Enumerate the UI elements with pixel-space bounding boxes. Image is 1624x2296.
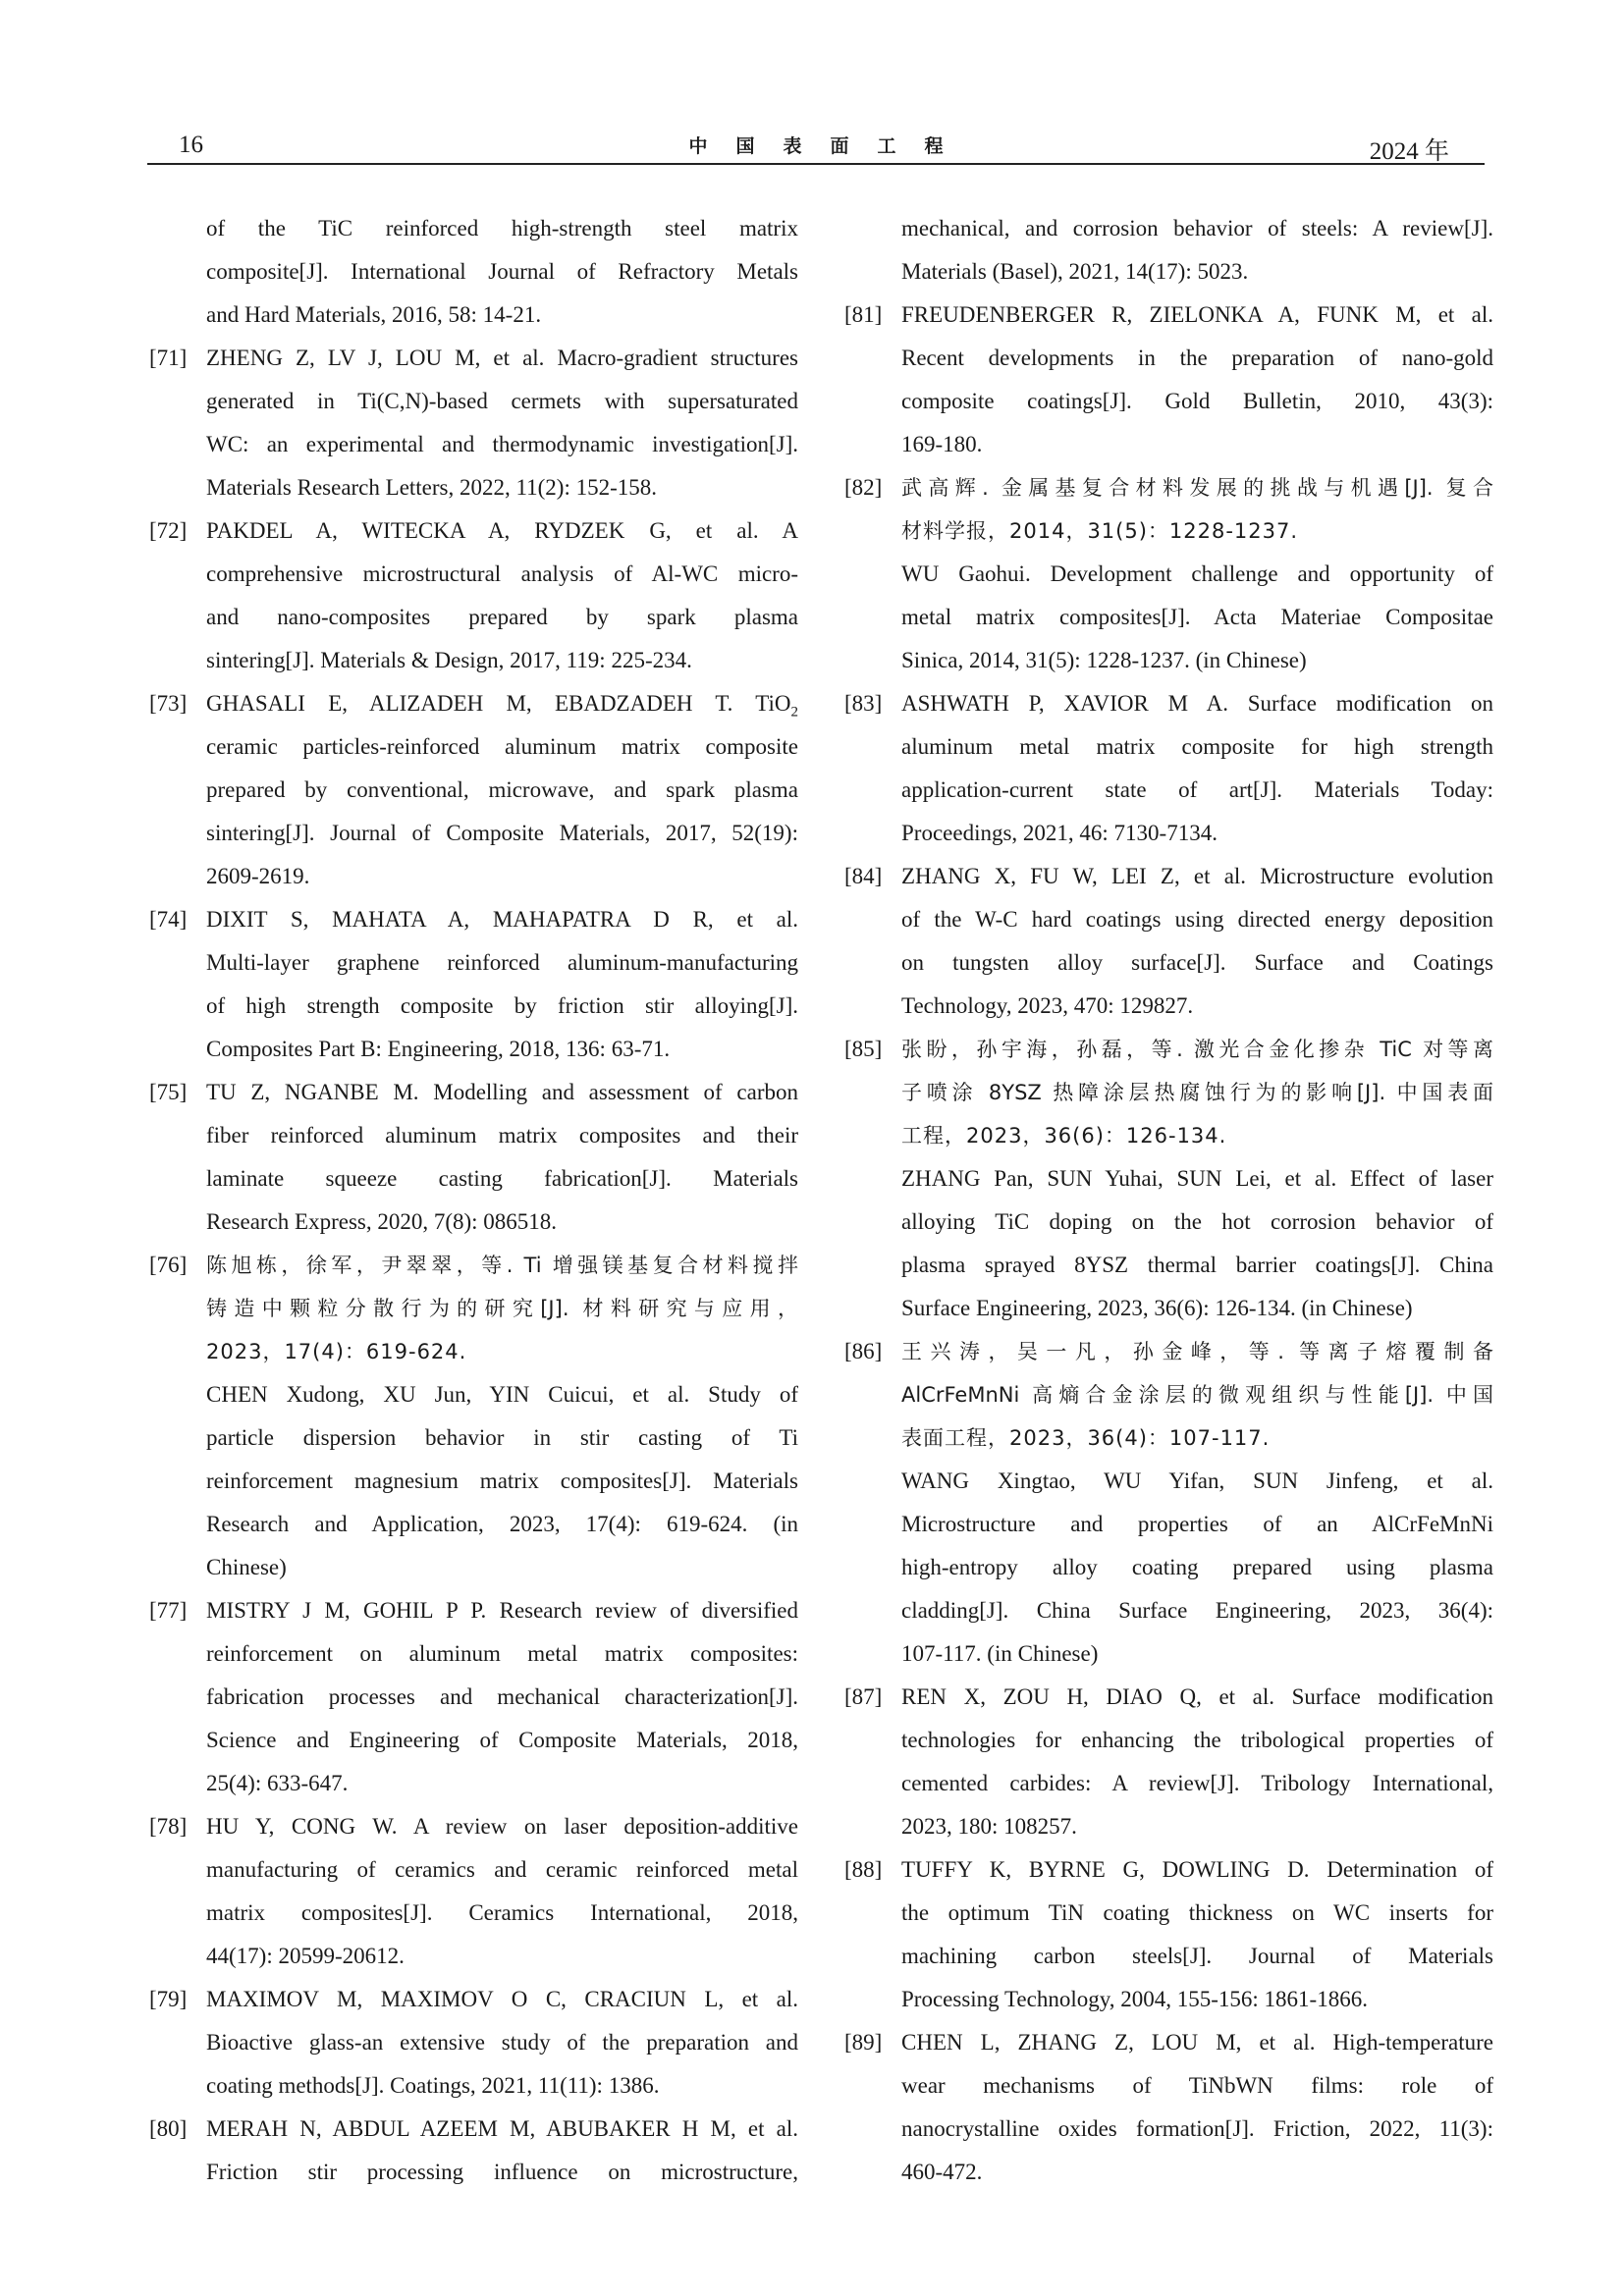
- reference-text: Surface Engineering, 2023, 36(6): 126-134. (in Chinese): [901, 1296, 1413, 1320]
- reference-number: [80]: [149, 2116, 188, 2141]
- reference-line: [901, 1287, 1493, 1330]
- running-header: [147, 128, 1485, 167]
- reference-line: [206, 294, 798, 337]
- reference-line: [901, 207, 1493, 250]
- reference-text: ZHANG X, FU W, LEI Z, et al. Microstructure evolution: [901, 864, 1493, 888]
- reference-line: [901, 898, 1493, 941]
- reference-line: [901, 1114, 1493, 1157]
- reference-entry: [149, 682, 798, 898]
- reference-line: [206, 1071, 798, 1114]
- reference-text: WC: an experimental and thermodynamic investigation[J].: [206, 432, 798, 456]
- reference-text: Materials Research Letters, 2022, 11(2): 152-158.: [206, 475, 658, 500]
- reference-text: Microstructure and properties of an AlCrFeMnNi: [901, 1512, 1493, 1536]
- reference-line: [206, 466, 798, 509]
- reference-number: [71]: [149, 346, 188, 370]
- reference-text: Materials (Basel), 2021, 14(17): 5023.: [901, 259, 1249, 284]
- reference-text: wear mechanisms of TiNbWN films: role of: [901, 2073, 1493, 2098]
- reference-line: [901, 1589, 1493, 1632]
- reference-text: reinforcement on aluminum metal matrix composites:: [206, 1641, 798, 1666]
- reference-line: [206, 1201, 798, 1244]
- reference-line: [901, 812, 1493, 855]
- reference-entry: [149, 1805, 798, 1978]
- reference-entry: [844, 1028, 1493, 1330]
- reference-number: [83]: [844, 691, 883, 716]
- reference-line: [206, 1460, 798, 1503]
- reference-text: 2609-2619.: [206, 864, 310, 888]
- reference-text: REN X, ZOU H, DIAO Q, et al. Surface modification: [901, 1684, 1493, 1709]
- reference-column-right: [844, 207, 1493, 2194]
- reference-line: [206, 380, 798, 423]
- reference-text: cemented carbides: A review[J]. Tribology International,: [901, 1771, 1493, 1795]
- reference-line: [206, 1373, 798, 1416]
- reference-text: Multi-layer graphene reinforced aluminum-manufacturing: [206, 950, 798, 975]
- reference-number: [87]: [844, 1684, 883, 1709]
- reference-number: [74]: [149, 907, 188, 932]
- reference-text: Proceedings, 2021, 46: 7130-7134.: [901, 821, 1218, 845]
- reference-text: 25(4): 633-647.: [206, 1771, 349, 1795]
- reference-line: [206, 898, 798, 941]
- reference-line: [901, 639, 1493, 682]
- reference-line: [206, 509, 798, 553]
- reference-text: machining carbon steels[J]. Journal of Materials: [901, 1944, 1493, 1968]
- reference-text: WU Gaohui. Development challenge and opportunity of: [901, 561, 1493, 586]
- reference-text: 表面工程，2023，36(4)：107-117.: [901, 1426, 1271, 1450]
- reference-entry: [844, 294, 1493, 466]
- reference-text: sintering[J]. Materials & Design, 2017, 119: 225-234.: [206, 648, 692, 672]
- reference-number: [76]: [149, 1253, 188, 1277]
- reference-entry: [844, 1330, 1493, 1676]
- reference-line: [901, 1244, 1493, 1287]
- reference-text: Recent developments in the preparation of nano-gold: [901, 346, 1493, 370]
- reference-text: 2023, 180: 108257.: [901, 1814, 1077, 1839]
- reference-entry: [149, 337, 798, 509]
- reference-line: [206, 423, 798, 466]
- reference-text: 陈旭栋，徐军，尹翠翠，等. Ti 增强镁基复合材料搅拌: [206, 1254, 798, 1277]
- reference-text: coating methods[J]. Coatings, 2021, 11(11): 1386.: [206, 2073, 660, 2098]
- reference-text: of high strength composite by friction stir alloying[J].: [206, 993, 798, 1018]
- reference-text: metal matrix composites[J]. Acta Materiae Compositae: [901, 605, 1493, 629]
- reference-line: [901, 2021, 1493, 2064]
- reference-text: Research Express, 2020, 7(8): 086518.: [206, 1209, 558, 1234]
- reference-text: high-entropy alloy coating prepared using plasma: [901, 1555, 1493, 1579]
- reference-line: [901, 769, 1493, 812]
- reference-line: [206, 1546, 798, 1589]
- reference-line: [206, 941, 798, 985]
- reference-text: aluminum metal matrix composite for high strength: [901, 734, 1493, 759]
- reference-line: [901, 1848, 1493, 1892]
- reference-line: [901, 1028, 1493, 1071]
- reference-text: 材料学报，2014，31(5)：1228-1237.: [901, 519, 1299, 543]
- reference-line: [901, 1805, 1493, 1848]
- reference-text: ZHANG Pan, SUN Yuhai, SUN Lei, et al. Effect of laser: [901, 1166, 1493, 1191]
- reference-text: Friction stir processing influence on microstructure,: [206, 2160, 798, 2184]
- reference-text: of the W-C hard coatings using directed energy deposition: [901, 907, 1493, 932]
- reference-line: [901, 337, 1493, 380]
- reference-line: [206, 1805, 798, 1848]
- reference-line: [901, 682, 1493, 725]
- reference-line: [901, 1157, 1493, 1201]
- reference-text: application-current state of art[J]. Materials Today:: [901, 777, 1493, 802]
- reference-line: [206, 1676, 798, 1719]
- reference-line: [206, 639, 798, 682]
- reference-text: of the TiC reinforced high-strength steel matrix: [206, 216, 798, 240]
- reference-text: matrix composites[J]. Ceramics International, 2018,: [206, 1900, 798, 1925]
- reference-text: sintering[J]. Journal of Composite Materials, 2017, 52(19):: [206, 821, 798, 845]
- reference-text: MAXIMOV M, MAXIMOV O C, CRACIUN L, et al.: [206, 1987, 798, 2011]
- reference-text: 460-472.: [901, 2160, 983, 2184]
- reference-text: ASHWATH P, XAVIOR M A. Surface modification on: [901, 691, 1493, 716]
- reference-number: [72]: [149, 518, 188, 543]
- reference-line: [206, 1114, 798, 1157]
- reference-text: 169-180.: [901, 432, 983, 456]
- reference-entry: [844, 682, 1493, 855]
- reference-line: [206, 1935, 798, 1978]
- reference-line: [901, 423, 1493, 466]
- reference-line: [901, 1546, 1493, 1589]
- reference-text: AlCrFeMnNi 高熵合金涂层的微观组织与性能[J]. 中国: [901, 1383, 1493, 1407]
- reference-text: Sinica, 2014, 31(5): 1228-1237. (in Chinese): [901, 648, 1307, 672]
- reference-number: [84]: [844, 864, 883, 888]
- reference-number: [78]: [149, 1814, 188, 1839]
- reference-line: [901, 2108, 1493, 2151]
- reference-entry: [844, 1848, 1493, 2021]
- reference-text: ZHENG Z, LV J, LOU M, et al. Macro-gradient structures: [206, 346, 798, 370]
- reference-line: [901, 380, 1493, 423]
- reference-text: 铸造中颗粒分散行为的研究[J]. 材料研究与应用，: [206, 1297, 798, 1320]
- reference-line: [206, 2108, 798, 2151]
- reference-text: 工程，2023，36(6)：126-134.: [901, 1124, 1227, 1148]
- reference-text: MISTRY J M, GOHIL P P. Research review of diversified: [206, 1598, 798, 1623]
- reference-line: [901, 1416, 1493, 1460]
- reference-line: [901, 1719, 1493, 1762]
- reference-entry: [149, 1978, 798, 2108]
- reference-text: DIXIT S, MAHATA A, MAHAPATRA D R, et al.: [206, 907, 798, 932]
- reference-line: [206, 1028, 798, 1071]
- reference-text: Processing Technology, 2004, 155-156: 1861-1866.: [901, 1987, 1368, 2011]
- reference-line: [901, 1978, 1493, 2021]
- reference-line: [901, 1330, 1493, 1373]
- reference-text: PAKDEL A, WITECKA A, RYDZEK G, et al. A: [206, 518, 798, 543]
- reference-text: composite[J]. International Journal of Refractory Metals: [206, 259, 798, 284]
- reference-number: [73]: [149, 691, 188, 716]
- reference-line: [206, 1589, 798, 1632]
- reference-number: [86]: [844, 1339, 883, 1363]
- reference-line: [901, 1460, 1493, 1503]
- reference-text: MERAH N, ABDUL AZEEM M, ABUBAKER H M, et al.: [206, 2116, 798, 2141]
- reference-entry: [149, 1589, 798, 1805]
- reference-text: manufacturing of ceramics and ceramic reinforced metal: [206, 1857, 798, 1882]
- reference-text: 107-117. (in Chinese): [901, 1641, 1099, 1666]
- reference-line: [206, 553, 798, 596]
- reference-text: plasma sprayed 8YSZ thermal barrier coatings[J]. China: [901, 1253, 1493, 1277]
- reference-text: Composites Part B: Engineering, 2018, 136: 63-71.: [206, 1037, 671, 1061]
- reference-line: [206, 855, 798, 898]
- reference-text: 44(17): 20599-20612.: [206, 1944, 405, 1968]
- reference-line: [901, 725, 1493, 769]
- reference-text: 武高辉. 金属基复合材料发展的挑战与机遇[J]. 复合: [901, 476, 1493, 500]
- reference-text: reinforcement magnesium matrix composites[J]. Materials: [206, 1468, 798, 1493]
- reference-text: fiber reinforced aluminum matrix composites and their: [206, 1123, 798, 1148]
- reference-text: 王兴涛，吴一凡，孙金峰，等. 等离子熔覆制备: [901, 1340, 1493, 1363]
- reference-text: Bioactive glass-an extensive study of the preparation and: [206, 2030, 798, 2055]
- reference-text: and Hard Materials, 2016, 58: 14-21.: [206, 302, 542, 327]
- reference-entry: [844, 207, 1493, 294]
- reference-line: [901, 985, 1493, 1028]
- reference-text: laminate squeeze casting fabrication[J]. Materials: [206, 1166, 798, 1191]
- reference-number: [77]: [149, 1598, 188, 1623]
- reference-line: [901, 855, 1493, 898]
- reference-text: Research and Application, 2023, 17(4): 619-624. (in: [206, 1512, 798, 1536]
- reference-number: [81]: [844, 302, 883, 327]
- reference-text: HU Y, CONG W. A review on laser deposition-additive: [206, 1814, 798, 1839]
- reference-line: [901, 1676, 1493, 1719]
- publication-year: 2024 年: [1369, 138, 1449, 165]
- reference-line: [206, 1244, 798, 1287]
- reference-line: [901, 1071, 1493, 1114]
- reference-entry: [149, 898, 798, 1071]
- reference-number: [88]: [844, 1857, 883, 1882]
- reference-text: technologies for enhancing the tribological properties of: [901, 1728, 1493, 1752]
- reference-entry: [844, 2021, 1493, 2194]
- reference-text: particle dispersion behavior in stir casting of Ti: [206, 1425, 798, 1450]
- reference-line: [901, 509, 1493, 553]
- reference-text: the optimum TiN coating thickness on WC inserts for: [901, 1900, 1493, 1925]
- reference-line: [901, 1935, 1493, 1978]
- reference-text: TUFFY K, BYRNE G, DOWLING D. Determination of: [901, 1857, 1493, 1882]
- reference-text: CHEN L, ZHANG Z, LOU M, et al. High-temperature: [901, 2030, 1493, 2055]
- reference-line: [206, 985, 798, 1028]
- reference-number: [85]: [844, 1037, 883, 1061]
- reference-number: [75]: [149, 1080, 188, 1104]
- reference-line: [901, 1373, 1493, 1416]
- reference-entry: [844, 466, 1493, 682]
- reference-entry: [149, 1244, 798, 1589]
- reference-text: generated in Ti(C,N)-based cermets with supersaturated: [206, 389, 798, 413]
- reference-line: [901, 294, 1493, 337]
- reference-line: [206, 250, 798, 294]
- reference-line: [206, 596, 798, 639]
- journal-name: 中国表面工程: [688, 135, 972, 157]
- reference-line: [206, 337, 798, 380]
- reference-text: on tungsten alloy surface[J]. Surface and Coatings: [901, 950, 1493, 975]
- header-rule: [147, 163, 1485, 165]
- reference-line: [206, 1632, 798, 1676]
- reference-text: mechanical, and corrosion behavior of steels: A review[J].: [901, 216, 1493, 240]
- reference-line: [901, 466, 1493, 509]
- reference-text: GHASALI E, ALIZADEH M, EBADZADEH T. TiO: [206, 691, 791, 716]
- subscript: 2: [790, 704, 798, 721]
- reference-text: fabrication processes and mechanical characterization[J].: [206, 1684, 798, 1709]
- reference-text: nanocrystalline oxides formation[J]. Friction, 2022, 11(3):: [901, 2116, 1493, 2141]
- reference-text: TU Z, NGANBE M. Modelling and assessment of carbon: [206, 1080, 798, 1104]
- reference-number: [82]: [844, 475, 883, 500]
- reference-line: [206, 2064, 798, 2108]
- reference-text: CHEN Xudong, XU Jun, YIN Cuicui, et al. Study of: [206, 1382, 798, 1407]
- reference-text: 2023，17(4)：619-624.: [206, 1340, 467, 1363]
- reference-column-left: [149, 207, 798, 2194]
- reference-text: prepared by conventional, microwave, and spark plasma: [206, 777, 798, 802]
- reference-line: [206, 2021, 798, 2064]
- reference-line: [901, 553, 1493, 596]
- reference-line: [901, 596, 1493, 639]
- reference-number: [89]: [844, 2030, 883, 2055]
- reference-line: [206, 769, 798, 812]
- reference-line: [206, 1762, 798, 1805]
- reference-text: cladding[J]. China Surface Engineering, 2023, 36(4):: [901, 1598, 1493, 1623]
- page-number: 16: [179, 132, 203, 158]
- reference-text: FREUDENBERGER R, ZIELONKA A, FUNK M, et al.: [901, 302, 1493, 327]
- reference-text: composite coatings[J]. Gold Bulletin, 2010, 43(3):: [901, 389, 1493, 413]
- reference-line: [901, 1632, 1493, 1676]
- reference-text: Chinese): [206, 1555, 287, 1579]
- reference-line: [206, 1719, 798, 1762]
- reference-line: [206, 1848, 798, 1892]
- reference-entry: [844, 1676, 1493, 1848]
- reference-entry: [149, 1071, 798, 1244]
- reference-line: [206, 207, 798, 250]
- reference-entry: [149, 207, 798, 337]
- reference-text: Science and Engineering of Composite Materials, 2018,: [206, 1728, 798, 1752]
- reference-text: ceramic particles-reinforced aluminum matrix composite: [206, 734, 798, 759]
- reference-line: [206, 1416, 798, 1460]
- reference-line: [901, 1503, 1493, 1546]
- reference-line: [206, 1978, 798, 2021]
- reference-entry: [149, 509, 798, 682]
- reference-line: [901, 1892, 1493, 1935]
- reference-line: [901, 2064, 1493, 2108]
- reference-line: [206, 1892, 798, 1935]
- reference-line: [206, 1503, 798, 1546]
- reference-line: [901, 2151, 1493, 2194]
- reference-line: [901, 250, 1493, 294]
- reference-text: alloying TiC doping on the hot corrosion behavior of: [901, 1209, 1493, 1234]
- reference-line: [206, 812, 798, 855]
- reference-line: [206, 725, 798, 769]
- reference-line: [206, 2151, 798, 2194]
- reference-line: [206, 1157, 798, 1201]
- reference-text: and nano-composites prepared by spark plasma: [206, 605, 798, 629]
- reference-text: WANG Xingtao, WU Yifan, SUN Jinfeng, et al.: [901, 1468, 1493, 1493]
- reference-text: 张盼，孙宇海，孙磊，等. 激光合金化掺杂 TiC 对等离: [901, 1038, 1493, 1061]
- reference-entry: [844, 855, 1493, 1028]
- reference-text: comprehensive microstructural analysis of Al-WC micro-: [206, 561, 798, 586]
- reference-line: [206, 1330, 798, 1373]
- reference-line: [206, 682, 798, 725]
- reference-line: [901, 941, 1493, 985]
- reference-text: 子喷涂 8YSZ 热障涂层热腐蚀行为的影响[J]. 中国表面: [901, 1081, 1493, 1104]
- reference-line: [206, 1287, 798, 1330]
- reference-entry: [149, 2108, 798, 2194]
- reference-line: [901, 1762, 1493, 1805]
- reference-line: [901, 1201, 1493, 1244]
- reference-number: [79]: [149, 1987, 188, 2011]
- reference-text: Technology, 2023, 470: 129827.: [901, 993, 1194, 1018]
